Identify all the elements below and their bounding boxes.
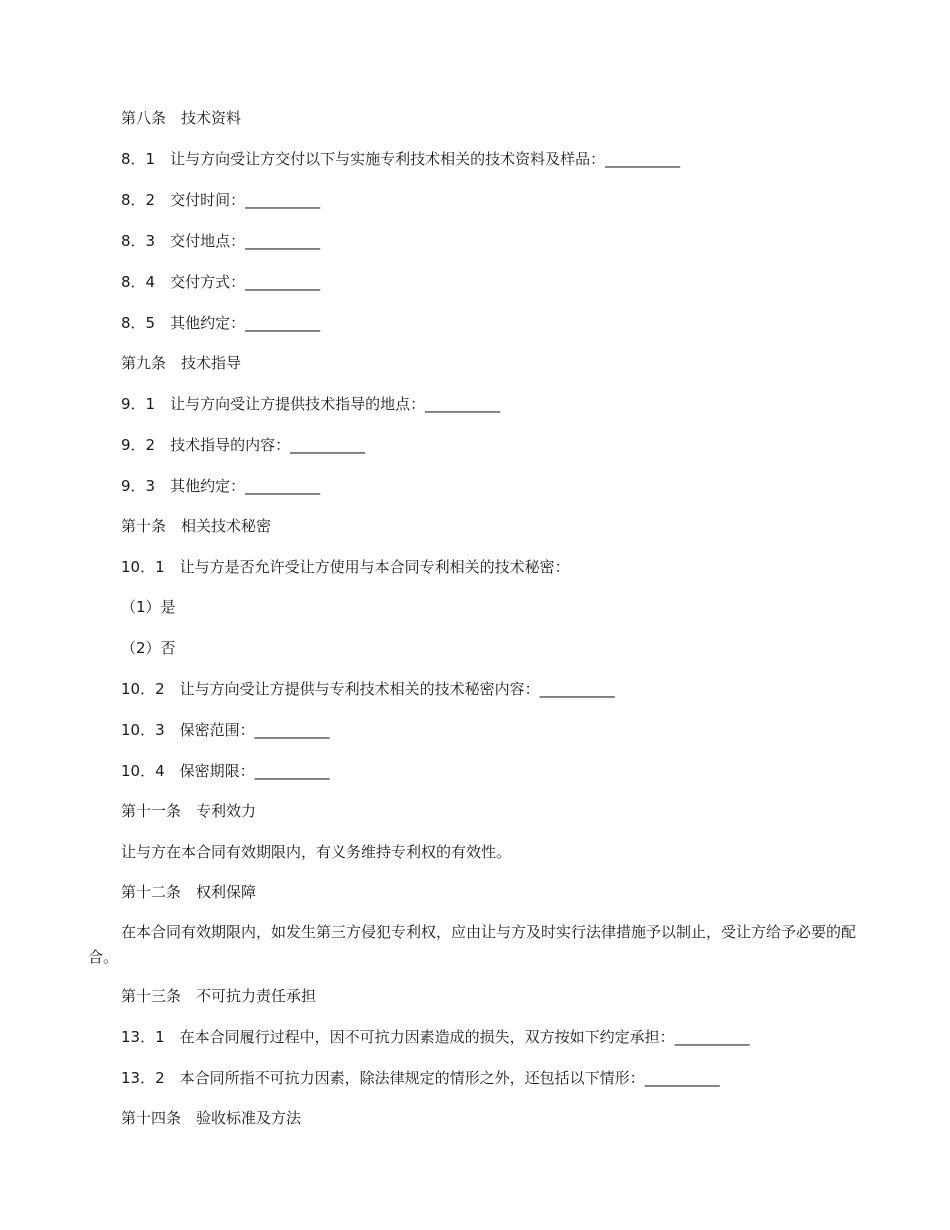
section-heading-article-8: 第八条 技术资料 (121, 109, 242, 127)
clause-10-1: 10．1 让与方是否允许受让方使用与本合同专利相关的技术秘密： (121, 558, 570, 576)
section-heading-article-10: 第十条 相关技术秘密 (121, 517, 272, 535)
clause-13-1: 13．1 在本合同履行过程中，因不可抗力因素造成的损失，双方按如下约定承担：__________ (121, 1028, 750, 1046)
clause-10-3: 10．3 保密范围：__________ (121, 721, 330, 739)
clause-8-3: 8．3 交付地点：__________ (121, 232, 321, 250)
section-heading-article-9: 第九条 技术指导 (121, 354, 242, 372)
clause-8-5: 8．5 其他约定：__________ (121, 314, 321, 332)
option-no: （2）否 (121, 639, 176, 657)
clause-9-1: 9．1 让与方向受让方提供技术指导的地点：__________ (121, 395, 501, 413)
section-heading-article-14: 第十四条 验收标准及方法 (121, 1109, 302, 1127)
section-heading-article-13: 第十三条 不可抗力责任承担 (121, 987, 317, 1005)
article-12-body: 在本合同有效期限内，如发生第三方侵犯专利权，应由让与方及时实行法律措施予以制止，受让方给予必要的配合。 (88, 923, 857, 966)
clause-8-4: 8．4 交付方式：__________ (121, 273, 321, 291)
clause-13-2: 13．2 本合同所指不可抗力因素，除法律规定的情形之外，还包括以下情形：__________ (121, 1069, 720, 1087)
clause-10-2: 10．2 让与方向受让方提供与专利技术相关的技术秘密内容：__________ (121, 680, 615, 698)
section-heading-article-12: 第十二条 权利保障 (121, 883, 257, 901)
clause-10-4: 10．4 保密期限：__________ (121, 762, 330, 780)
clause-9-2: 9．2 技术指导的内容：__________ (121, 436, 366, 454)
clause-9-3: 9．3 其他约定：__________ (121, 477, 321, 495)
article-11-body: 让与方在本合同有效期限内，有义务维持专利权的有效性。 (121, 843, 512, 861)
clause-8-1: 8．1 让与方向受让方交付以下与实施专利技术相关的技术资料及样品：__________ (121, 150, 681, 168)
section-heading-article-11: 第十一条 专利效力 (121, 802, 257, 820)
option-yes: （1）是 (121, 598, 176, 616)
clause-8-2: 8．2 交付时间：__________ (121, 191, 321, 209)
